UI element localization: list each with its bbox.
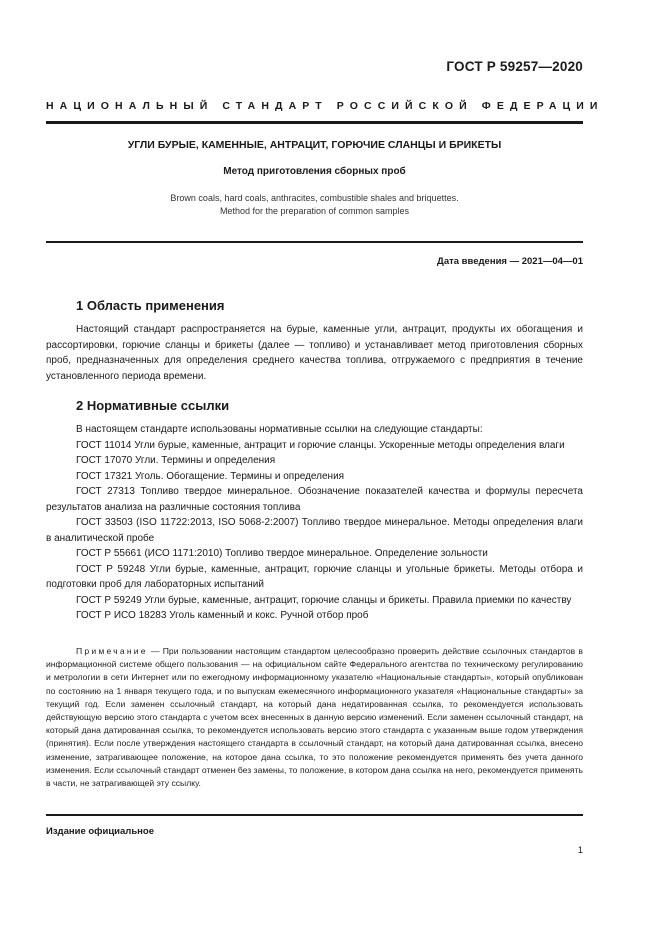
reference-item: ГОСТ 11014 Угли бурые, каменные, антрацит и горючие сланцы. Ускоренные методы определения влаги — [76, 439, 565, 451]
footer-rule — [46, 814, 583, 816]
reference-item: ГОСТ Р 59249 Угли бурые, каменные, антрацит, горючие сланцы и брикеты. Правила приемки по качеству — [76, 594, 572, 606]
national-standard-banner: НАЦИОНАЛЬНЫЙ СТАНДАРТ РОССИЙСКОЙ ФЕДЕРАЦИИ — [46, 100, 604, 112]
section-1-paragraph: Настоящий стандарт распространяется на бурые, каменные угли, антрацит, продукты их обогащения и рассортировки, горючие сланцы и брикеты (далее — топливо) и устанавливает метод приготовления сборных проб, предназначенных для определения среднего качества топлива, отгружаемого с предприятия в течение установленного периода времени. — [46, 324, 583, 382]
reference-item: ГОСТ 33503 (ISO 11722:2013, ISO 5068-2:2007) Топливо твердое минеральное. Методы определения влаги в аналитической пробе — [46, 517, 583, 544]
section-2-text — [46, 422, 583, 624]
note-text: — При пользовании настоящим стандартом целесообразно проверить действие ссылочных стандартов в информационной системе общего пользования — на официальном сайте Федерального агентства по техническому регулированию и метрологии в сети Интернет или по ежегодному информационному указателю «Национальные стандарты», который опубликован по состоянию на 1 января текущего года, и по выпускам ежемесячного информационного указателя «Национальные стандарты» за текущий год. Если заменен ссылочный стандарт, на который дана недатированная ссылка, то рекомендуется использовать действующую версию этого стандарта с учетом всех внесенных в данную версию изменений. Если заменен ссылочный стандарт, на который дана датированная ссылка, то рекомендуется использовать версию этого стандарта с указанным выше годом утверждения (принятия). Если после утверждения настоящего стандарта в ссылочный стандарт, на который дана датированная ссылка, внесено изменение, затрагивающее положение, на которое дана ссылка, то это положение рекомендуется применять без учета данного изменения. Если ссылочный стандарт отменен без замены, то положение, в котором дана ссылка на него, рекомендуется применять в части, не затрагивающей эту ссылку. — [46, 646, 583, 789]
section-1-heading: 1 Область применения — [76, 298, 225, 313]
reference-item: ГОСТ 17321 Уголь. Обогащение. Термины и определения — [76, 470, 345, 482]
gost-number: ГОСТ Р 59257—2020 — [446, 59, 583, 74]
reference-item: ГОСТ Р 59248 Угли бурые, каменные, антрацит, горючие сланцы и угольные брикеты. Методы отбора и подготовки проб для лабораторных испытаний — [46, 563, 583, 590]
document-title: УГЛИ БУРЫЕ, КАМЕННЫЕ, АНТРАЦИТ, ГОРЮЧИЕ СЛАНЦЫ И БРИКЕТЫ — [127, 139, 502, 151]
header-rule — [46, 121, 583, 124]
english-title — [46, 192, 583, 218]
edition-label: Издание официальное — [46, 826, 154, 837]
section-2-intro: В настоящем стандарте использованы нормативные ссылки на следующие стандарты: — [76, 424, 483, 435]
note-label: Примечание — [76, 646, 148, 656]
english-title-line-1: Brown coals, hard coals, anthracites, combustible shales and briquettes. — [170, 193, 459, 203]
section-2-heading: 2 Нормативные ссылки — [76, 398, 230, 413]
section-1-text — [46, 322, 583, 384]
page-number: 1 — [577, 845, 583, 856]
reference-item: ГОСТ 17070 Угли. Термины и определения — [76, 455, 276, 466]
reference-item: ГОСТ Р ИСО 18283 Уголь каменный и кокс. Ручной отбор проб — [76, 610, 369, 621]
reference-item: ГОСТ Р 55661 (ИСО 1171:2010) Топливо твердое минеральное. Определение зольности — [76, 548, 488, 559]
document-subtitle: Метод приготовления сборных проб — [223, 166, 406, 177]
introduction-date: Дата введения — 2021—04—01 — [437, 256, 583, 267]
reference-item: ГОСТ 27313 Топливо твердое минеральное. Обозначение показателей качества и формулы пересчета результатов анализа на различные состояния топлива — [46, 486, 583, 513]
english-title-line-2: Method for the preparation of common samples — [219, 206, 410, 216]
normative-note — [46, 645, 583, 790]
title-rule — [46, 241, 583, 243]
